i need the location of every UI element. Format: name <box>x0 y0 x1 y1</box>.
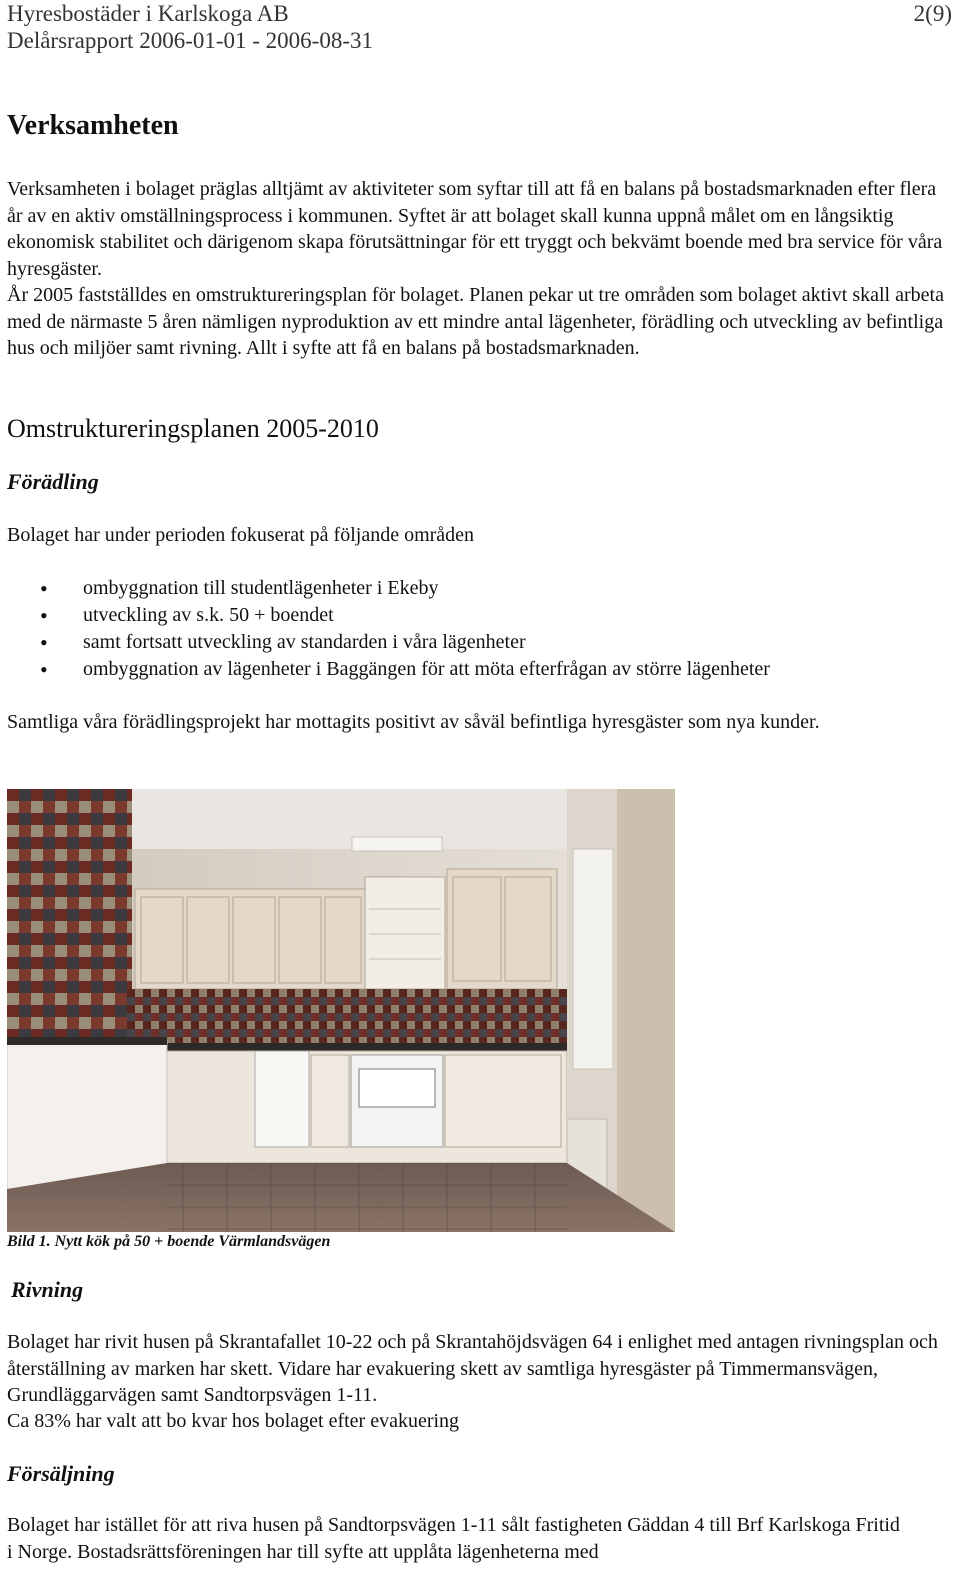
kitchen-photo <box>7 789 675 1232</box>
forsaljning-heading: Försäljning <box>7 1461 115 1486</box>
foradling-summary: Samtliga våra förädlingsprojekt har mottagits positivt av såväl befintliga hyresgäster som nya kunder. <box>7 711 820 733</box>
list-item: • utveckling av s.k. 50 + boendet <box>40 602 770 629</box>
section-title: Verksamheten <box>7 110 179 141</box>
foradling-heading: Förädling <box>7 469 99 494</box>
intro-paragraph-1: Verksamheten i bolaget präglas alltjämt av aktiviteter som syftar till att få en balans på bostadsmarknaden efter flera år av en aktiv omställningsprocess i kommunen. Syftet är att bolaget skall kunna uppnå målet om en långsiktig ekonomisk stabilitet och därigenom skapa förutsättningar för ett tryggt och bekvämt boende med bra service för våra hyresgäster. <box>7 178 943 280</box>
list-item: • ombyggnation till studentlägenheter i Ekeby <box>40 575 770 602</box>
rivning-paragraph-2: Ca 83% har valt att bo kvar hos bolaget efter evakuering <box>7 1410 460 1432</box>
page-header-left <box>7 0 373 54</box>
rivning-heading: Rivning <box>11 1277 84 1302</box>
report-period: Delårsrapport 2006-01-01 - 2006-08-31 <box>7 28 373 53</box>
figure-caption: Bild 1. Nytt kök på 50 + boende Värmlandsvägen <box>7 1233 331 1250</box>
list-item: • ombyggnation av lägenheter i Baggängen för att möta efterfrågan av större lägenheter <box>40 656 770 683</box>
plan-title: Omstruktureringsplanen 2005-2010 <box>7 414 379 443</box>
foradling-list <box>40 575 770 683</box>
intro-paragraph-2: År 2005 fastställdes en omstruktureringsplan för bolaget. Planen pekar ut tre områden som bolaget aktivt skall arbeta med de närmaste 5 åren nämligen nyproduktion av ett mindre antal lägenheter, förädling och utveckling av befintliga hus och miljöer samt rivning. Allt i syfte att få en balans på bostadsmarknaden. <box>7 284 944 359</box>
list-item: • samt fortsatt utveckling av standarden i våra lägenheter <box>40 629 770 656</box>
foradling-lead: Bolaget har under perioden fokuserat på följande områden <box>7 524 475 546</box>
rivning-paragraph-1: Bolaget har rivit husen på Skrantafallet 10-22 och på Skrantahöjdsvägen 64 i enlighet med antagen rivningsplan och återställning av marken har skett. Vidare har evakuering skett av samtliga hyresgäster på Timmermansvägen, Grundläggarvägen samt Sandtorpsvägen 1-11. <box>7 1331 938 1406</box>
company-name: Hyresbostäder i Karlskoga AB <box>7 1 289 26</box>
forsaljning-paragraph-1: Bolaget har istället för att riva husen på Sandtorpsvägen 1-11 sålt fastigheten Gäddan 4 till Brf Karlskoga Fritid i Norge. Bostadsrättsföreningen har till syfte att upplåta lägenheterna med <box>7 1514 900 1563</box>
page-number: 2(9) <box>913 1 952 26</box>
